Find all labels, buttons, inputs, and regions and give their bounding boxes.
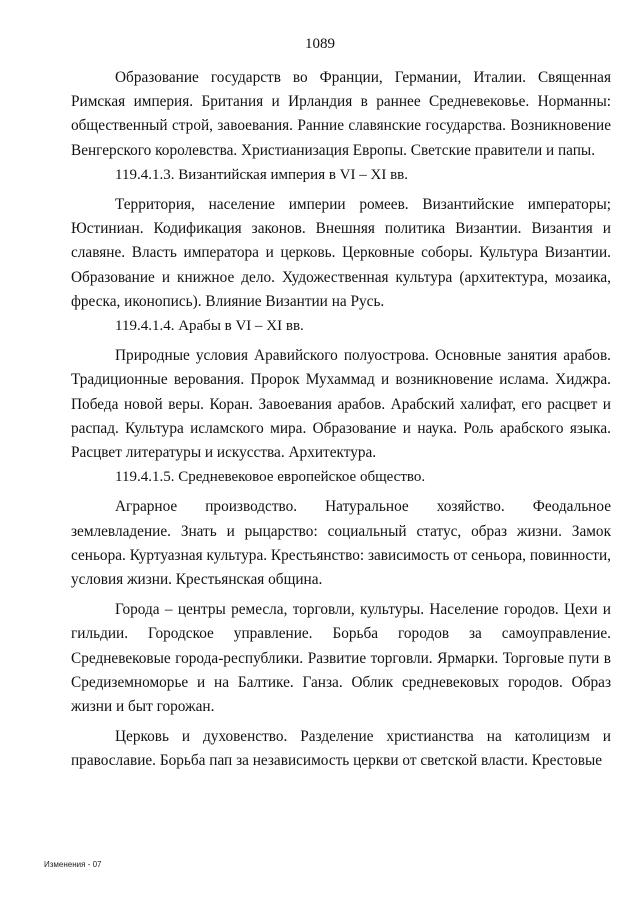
- page-number: 1089: [305, 36, 335, 52]
- section-heading-byzantium: 119.4.1.3. Византийская империя в VI – XI вв.: [115, 166, 409, 183]
- footer-revision-note: Изменения - 07: [44, 860, 102, 869]
- paragraph-states-of-europe: Образование государств во Франции, Германии, Италии. Священная Римская империя. Британия и Ирландия в раннее Средневековье. Норманны: общественный строй, завоевания. Ранние славянские государства. Возникновение Венгерского королевства. Христианизация Европы. Светские правители и папы.: [71, 69, 611, 159]
- paragraph-byzantium: Территория, население империи ромеев. Византийские императоры; Юстиниан. Кодификация законов. Внешняя политика Византии. Византия и славяне. Власть императора и церковь. Церковные соборы. Культура Византии. Образование и книжное дело. Художественная культура (архитектура, мозаика, фреска, иконопись). Влияние Византии на Русь.: [71, 196, 611, 310]
- paragraph-arabs: Природные условия Аравийского полуострова. Основные занятия арабов. Традиционные верования. Пророк Мухаммад и возникновение ислама. Хиджра. Победа новой веры. Коран. Завоевания арабов. Арабский халифат, его расцвет и распад. Культура исламского мира. Образование и наука. Роль арабского языка. Расцвет литературы и искусства. Архитектура.: [71, 347, 611, 462]
- paragraph-agrarian: Аграрное производство. Натуральное хозяйство. Феодальное землевладение. Знать и рыцарство: социальный статус, образ жизни. Замок сеньора. Куртуазная культура. Крестьянство: зависимость от сеньора, повинности, условия жизни. Крестьянская община.: [71, 498, 611, 589]
- section-heading-medieval-society: 119.4.1.5. Средневековое европейское общество.: [115, 469, 426, 486]
- page-content: [71, 66, 611, 774]
- section-heading-arabs: 119.4.1.4. Арабы в VI – XI вв.: [115, 318, 304, 335]
- paragraph-cities: Города – центры ремесла, торговли, культуры. Население городов. Цехи и гильдии. Городское управление. Борьба городов за самоуправление. Средневековые города-республики. Развитие торговли. Ярмарки. Торговые пути в Средиземноморье и на Балтике. Ганза. Облик средневековых городов. Образ жизни и быт горожан.: [71, 601, 611, 716]
- paragraph-church: Церковь и духовенство. Разделение христианства на католицизм и православие. Борьба пап за независимость церкви от светской власти. Крестовые: [71, 728, 611, 770]
